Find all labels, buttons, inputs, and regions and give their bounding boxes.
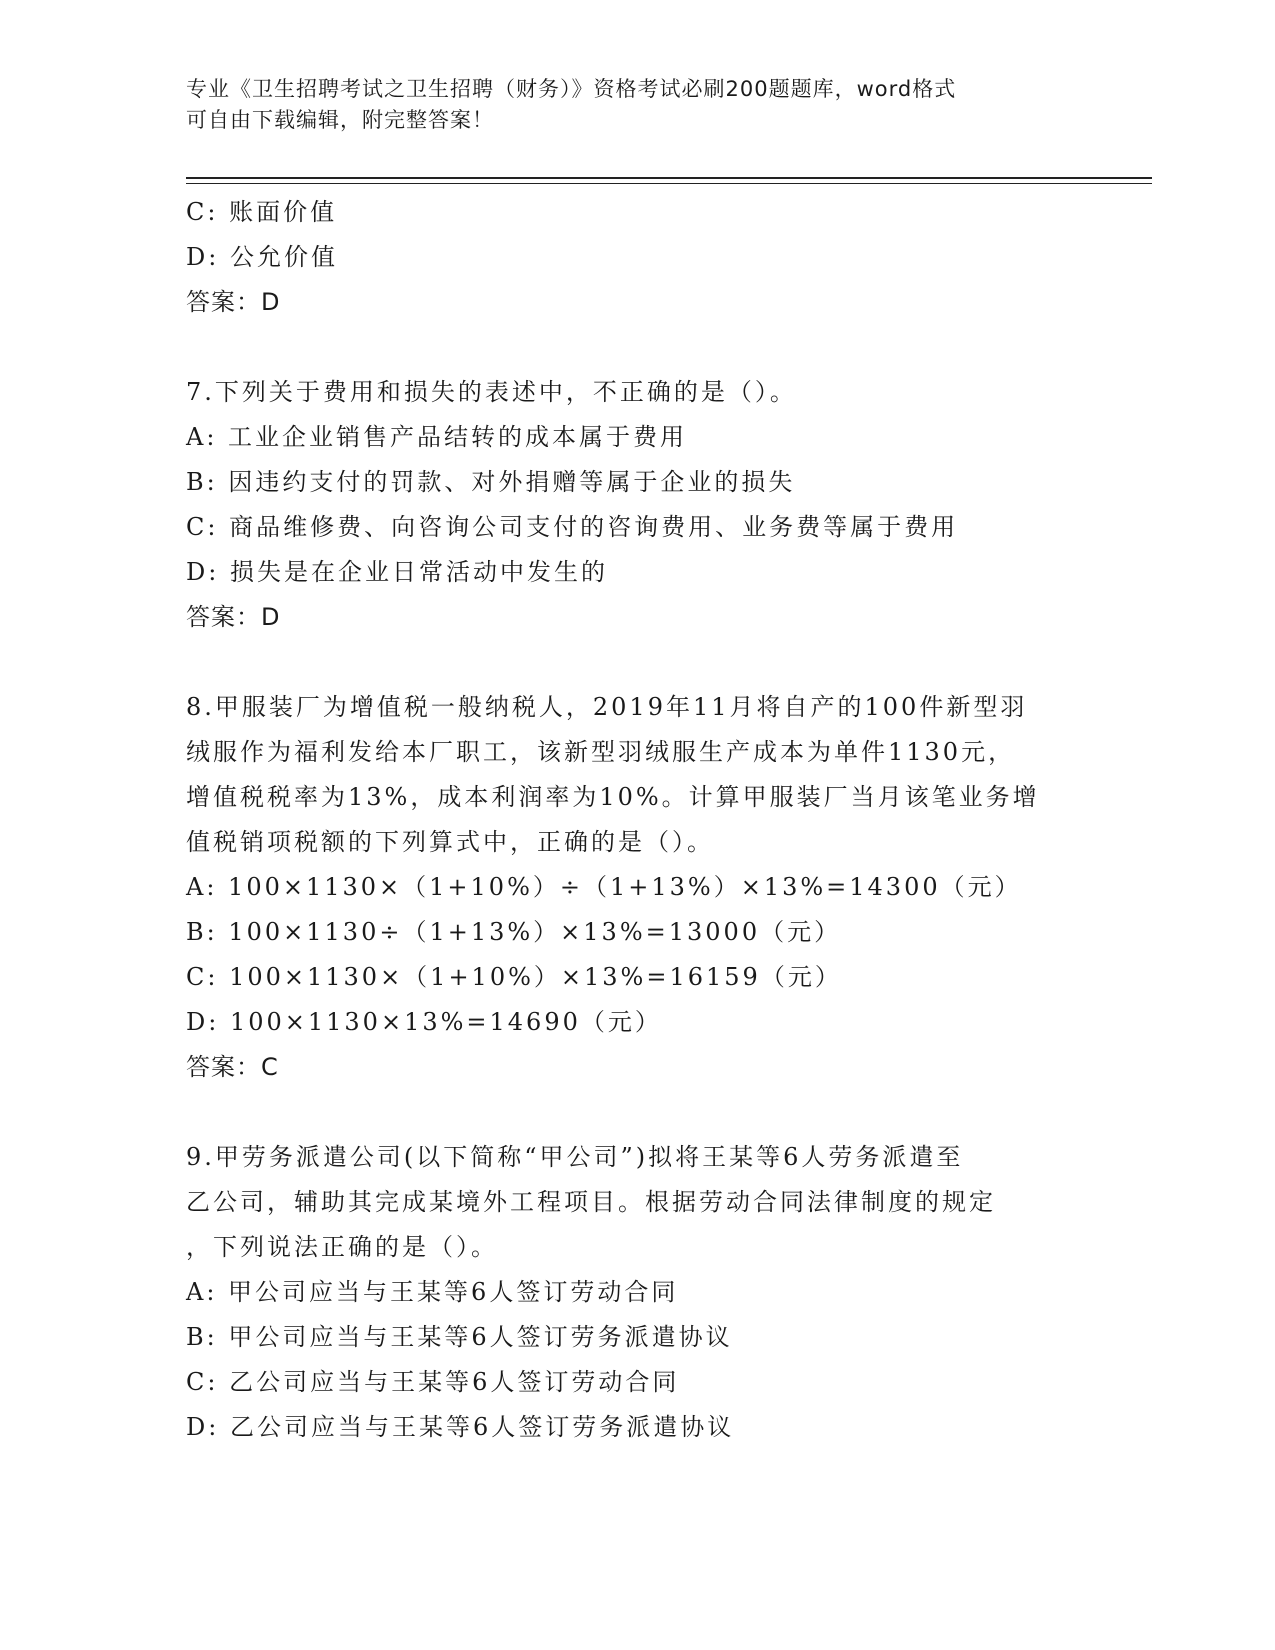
question-stem-line: 8.甲服装厂为增值税一般纳税人，2019年11月将自产的100件新型羽 [186, 693, 1028, 721]
header-line-2: 可自由下载编辑，附完整答案！ [186, 108, 494, 132]
option-c: C: 100×1130×（1+10%）×13%=16159（元） [186, 963, 842, 991]
question-stem-line: 乙公司，辅助其完成某境外工程项目。根据劳动合同法律制度的规定 [186, 1188, 996, 1216]
option-d: D: 损失是在企业日常活动中发生的 [186, 558, 608, 586]
document-body [186, 190, 1086, 1450]
question-stem-line: 9.甲劳务派遣公司(以下简称“甲公司”)拟将王某等6人劳务派遣至 [186, 1143, 964, 1171]
question-stem-line: 绒服作为福利发给本厂职工，该新型羽绒服生产成本为单件1130元， [186, 738, 1016, 766]
question-stem: 7.下列关于费用和损失的表述中，不正确的是（）。 [186, 378, 797, 406]
question-stem-line: 值税销项税额的下列算式中，正确的是（）。 [186, 828, 714, 856]
option-b: B: 因违约支付的罚款、对外捐赠等属于企业的损失 [186, 468, 796, 496]
header-rule-thin [186, 183, 1152, 184]
option-b: B: 甲公司应当与王某等6人签订劳务派遣协议 [186, 1323, 733, 1351]
option-a: A: 甲公司应当与王某等6人签订劳动合同 [186, 1278, 679, 1306]
option-a: A: 100×1130×（1+10%）÷（1+13%）×13%=14300（元） [186, 873, 1022, 901]
answer: 答案：C [186, 1053, 279, 1081]
option-d: D: 100×1130×13%=14690（元） [186, 1008, 662, 1036]
partial-question [186, 190, 1086, 325]
answer: 答案：D [186, 603, 281, 631]
option-b: B: 100×1130÷（1+13%）×13%=13000（元） [186, 918, 842, 946]
option-c: C: 乙公司应当与王某等6人签订劳动合同 [186, 1368, 680, 1396]
answer: 答案：D [186, 288, 281, 316]
spacer [186, 640, 1086, 685]
option-d: D: 公允价值 [186, 243, 338, 271]
question-9 [186, 1135, 1086, 1450]
header-line-1: 专业《卫生招聘考试之卫生招聘（财务）》资格考试必刷200题题库，word格式 [186, 77, 957, 101]
option-a: A: 工业企业销售产品结转的成本属于费用 [186, 423, 688, 451]
spacer [186, 325, 1086, 370]
header-rule-thick [186, 177, 1152, 179]
question-stem-line: ，下列说法正确的是（）。 [186, 1233, 498, 1261]
question-8 [186, 685, 1086, 1090]
option-d: D: 乙公司应当与王某等6人签订劳务派遣协议 [186, 1413, 735, 1441]
question-stem-line: 增值税税率为13%，成本利润率为10%。计算甲服装厂当月该笔业务增 [186, 783, 1040, 811]
document-header [186, 74, 1086, 136]
option-c: C: 账面价值 [186, 198, 338, 226]
spacer [186, 1090, 1086, 1135]
question-7 [186, 370, 1086, 640]
option-c: C: 商品维修费、向咨询公司支付的咨询费用、业务费等属于费用 [186, 513, 959, 541]
